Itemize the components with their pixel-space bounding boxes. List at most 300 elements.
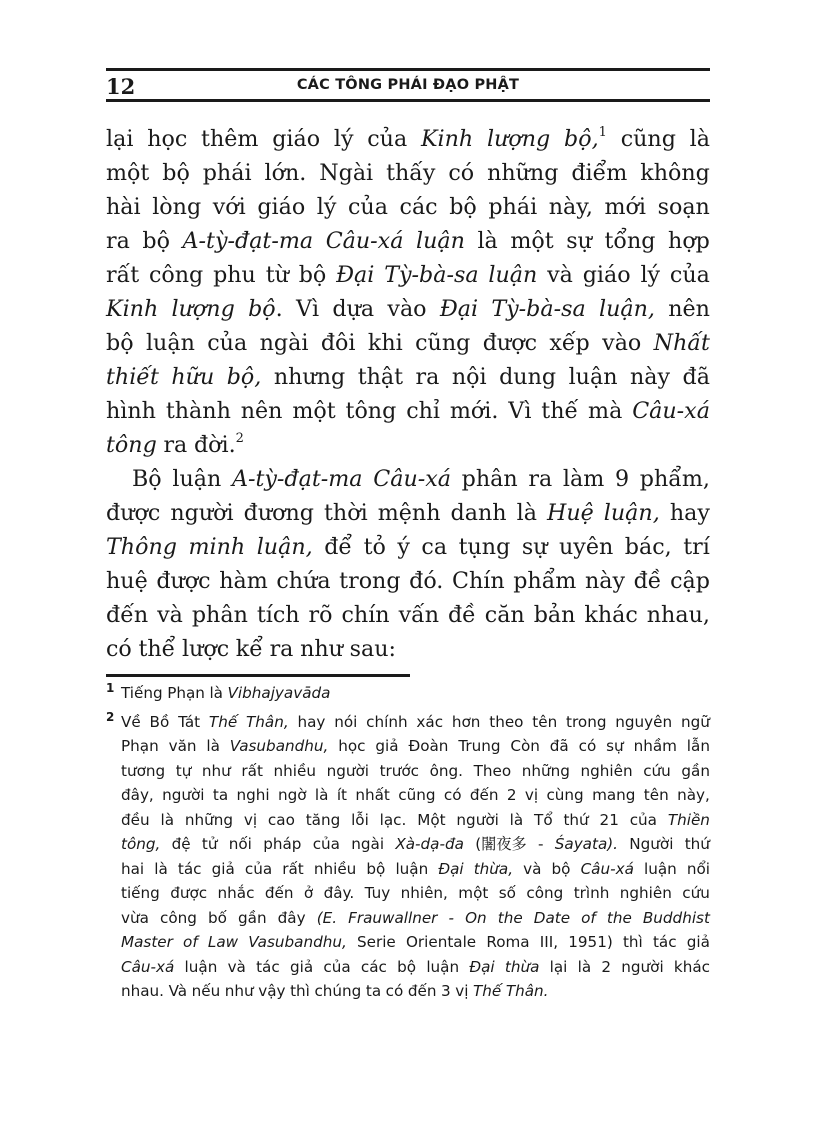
text: là bbox=[206, 737, 220, 755]
word bbox=[357, 930, 396, 955]
italic-text: Đại bbox=[439, 296, 479, 322]
word bbox=[549, 194, 593, 220]
word bbox=[474, 857, 513, 882]
text: sự bbox=[566, 228, 592, 254]
word-group bbox=[654, 326, 710, 360]
word bbox=[106, 500, 160, 526]
word bbox=[452, 364, 487, 390]
word-group bbox=[132, 462, 162, 496]
word-group bbox=[459, 530, 511, 564]
word bbox=[559, 534, 613, 560]
word bbox=[683, 534, 710, 560]
word-group bbox=[487, 156, 558, 190]
text: Phạn bbox=[121, 737, 159, 755]
word bbox=[653, 930, 677, 955]
word bbox=[218, 881, 255, 906]
text-line bbox=[106, 462, 710, 496]
text: để bbox=[324, 534, 353, 560]
word bbox=[138, 636, 175, 662]
text: Vì bbox=[508, 398, 532, 424]
word bbox=[154, 857, 168, 882]
word bbox=[227, 364, 262, 390]
word bbox=[106, 160, 149, 186]
word-group bbox=[451, 496, 507, 530]
word-group bbox=[276, 564, 330, 598]
italic-text: Đại bbox=[336, 262, 375, 288]
text: lớn. bbox=[264, 160, 307, 186]
text: lòng bbox=[152, 194, 202, 220]
text: đến bbox=[407, 982, 437, 1000]
text: vậy bbox=[258, 982, 286, 1000]
word-group bbox=[508, 394, 531, 428]
text: trong bbox=[339, 568, 401, 594]
italic-text: Law bbox=[207, 933, 239, 951]
word-group bbox=[604, 496, 660, 530]
text: số bbox=[498, 884, 516, 902]
word bbox=[668, 808, 710, 833]
word bbox=[172, 296, 235, 322]
word bbox=[319, 160, 373, 186]
word bbox=[534, 808, 553, 833]
word bbox=[534, 602, 576, 628]
word-group bbox=[583, 258, 631, 292]
word bbox=[681, 710, 710, 735]
text: nói bbox=[334, 712, 358, 731]
word bbox=[395, 857, 428, 882]
text: lại bbox=[549, 957, 568, 976]
word bbox=[668, 296, 710, 322]
text: ngữ bbox=[680, 712, 710, 731]
word-group bbox=[257, 598, 300, 632]
main-text bbox=[106, 122, 710, 666]
word bbox=[670, 262, 710, 288]
text: luận bbox=[426, 957, 460, 976]
text: nhắc bbox=[217, 884, 255, 902]
word-group bbox=[183, 224, 314, 258]
italic-text: A-tỳ-đạt-ma bbox=[231, 466, 363, 492]
word bbox=[654, 330, 710, 356]
word-group bbox=[324, 496, 368, 530]
word bbox=[644, 857, 677, 882]
word bbox=[257, 194, 305, 220]
text: như bbox=[201, 761, 231, 780]
word bbox=[601, 955, 611, 980]
word bbox=[209, 681, 223, 706]
text: bộ bbox=[551, 859, 571, 878]
word-group bbox=[569, 360, 618, 394]
word-group bbox=[172, 462, 221, 496]
word bbox=[630, 808, 657, 833]
text: tên bbox=[643, 786, 669, 804]
text: thì bbox=[622, 933, 643, 951]
word bbox=[643, 906, 710, 931]
word bbox=[505, 955, 540, 980]
text: học bbox=[147, 126, 188, 152]
word-group bbox=[106, 530, 177, 564]
word bbox=[121, 955, 174, 980]
word bbox=[264, 160, 306, 186]
text: không bbox=[640, 160, 710, 186]
word bbox=[150, 710, 170, 735]
word bbox=[416, 364, 440, 390]
text: đề bbox=[447, 602, 476, 628]
word bbox=[440, 296, 478, 322]
text-line bbox=[106, 428, 710, 462]
italic-text: Đại bbox=[438, 859, 464, 878]
text: gần bbox=[238, 908, 267, 927]
italic-text: lượng bbox=[487, 126, 551, 152]
text: một bbox=[292, 398, 336, 424]
word bbox=[668, 228, 710, 254]
word-group bbox=[317, 190, 337, 224]
text: này, bbox=[548, 194, 593, 220]
word-group bbox=[166, 394, 231, 428]
text: là bbox=[689, 126, 710, 152]
word bbox=[416, 710, 443, 735]
word bbox=[230, 734, 329, 759]
word-group bbox=[299, 258, 327, 292]
word bbox=[604, 228, 655, 254]
word bbox=[317, 906, 337, 931]
word bbox=[579, 734, 597, 759]
text: luận bbox=[395, 859, 429, 878]
word bbox=[121, 808, 150, 833]
word bbox=[327, 759, 369, 784]
italic-text: Huệ bbox=[546, 500, 594, 526]
word bbox=[581, 857, 634, 882]
word-group bbox=[147, 122, 187, 156]
text: Và bbox=[168, 982, 188, 1000]
word bbox=[366, 979, 381, 1004]
text: được bbox=[170, 884, 208, 902]
word bbox=[583, 262, 631, 288]
word bbox=[458, 734, 500, 759]
word bbox=[317, 194, 337, 220]
text: ngài bbox=[259, 330, 309, 356]
text: này bbox=[629, 364, 671, 390]
word bbox=[334, 710, 357, 735]
text: danh bbox=[450, 500, 507, 526]
italic-text: On bbox=[465, 908, 487, 927]
text: nhau. bbox=[121, 982, 165, 1000]
word bbox=[634, 568, 662, 594]
word bbox=[585, 568, 625, 594]
text: bộ bbox=[397, 957, 417, 976]
text: lý bbox=[316, 194, 337, 220]
text: trí bbox=[683, 534, 710, 560]
text: hài bbox=[106, 194, 141, 220]
word bbox=[170, 881, 207, 906]
word bbox=[324, 500, 368, 526]
text: nhau, bbox=[646, 602, 710, 628]
word-group bbox=[257, 530, 313, 564]
italic-text: Thế bbox=[473, 982, 502, 1000]
italic-text: Śayata). bbox=[554, 835, 619, 853]
word bbox=[121, 979, 164, 1004]
text: thành bbox=[165, 398, 231, 424]
word bbox=[162, 783, 204, 808]
word bbox=[643, 759, 671, 784]
word bbox=[313, 832, 340, 857]
text: mà bbox=[588, 398, 623, 424]
text: lại bbox=[106, 126, 134, 152]
word bbox=[397, 534, 410, 560]
word bbox=[323, 955, 350, 980]
word bbox=[106, 568, 148, 594]
word-group bbox=[106, 326, 134, 360]
footnote-reference: 2 bbox=[235, 430, 244, 446]
word bbox=[236, 636, 263, 662]
word bbox=[297, 710, 325, 735]
text: vấn bbox=[398, 602, 439, 628]
word bbox=[398, 783, 435, 808]
italic-text: (E. bbox=[316, 908, 338, 927]
word bbox=[338, 734, 365, 759]
text: được bbox=[482, 330, 537, 356]
word-group bbox=[488, 190, 537, 224]
word-group bbox=[106, 156, 149, 190]
word bbox=[450, 398, 499, 424]
footnote-line bbox=[121, 979, 710, 1004]
word bbox=[630, 364, 670, 390]
text: tác bbox=[652, 933, 677, 951]
word-group bbox=[547, 258, 573, 292]
word-group bbox=[397, 530, 410, 564]
word-group bbox=[409, 564, 443, 598]
text: cao bbox=[267, 810, 295, 829]
word bbox=[188, 534, 245, 560]
text: của bbox=[323, 957, 351, 976]
word-group bbox=[647, 598, 710, 632]
text: III, bbox=[539, 933, 559, 951]
italic-text: Vibhajyavāda bbox=[227, 684, 331, 702]
text: Trung bbox=[458, 737, 501, 755]
text: nhất bbox=[355, 786, 390, 804]
text: các bbox=[399, 194, 438, 220]
italic-text: Thân. bbox=[505, 982, 549, 1000]
text: bác, bbox=[624, 534, 672, 560]
word bbox=[106, 534, 177, 560]
text: ra bbox=[269, 636, 294, 662]
text-line bbox=[106, 190, 710, 224]
text: Tuy bbox=[364, 884, 391, 902]
word bbox=[499, 364, 556, 390]
text: làm bbox=[562, 466, 605, 492]
italic-text: Nhất bbox=[653, 330, 710, 356]
word-group bbox=[421, 530, 447, 564]
word bbox=[380, 759, 419, 784]
word bbox=[274, 759, 316, 784]
word bbox=[540, 930, 558, 955]
word-group bbox=[384, 258, 478, 292]
word bbox=[365, 881, 391, 906]
word-group bbox=[421, 122, 473, 156]
text: bộ bbox=[162, 160, 190, 186]
text: bố bbox=[208, 908, 227, 927]
text: bản bbox=[533, 602, 576, 628]
word bbox=[121, 710, 141, 735]
text: 9 bbox=[614, 466, 630, 492]
word bbox=[408, 734, 448, 759]
text: được bbox=[156, 568, 211, 594]
word bbox=[157, 602, 183, 628]
text: cũng bbox=[620, 126, 676, 152]
text: lạc. bbox=[379, 810, 407, 829]
word bbox=[441, 979, 451, 1004]
word-group bbox=[400, 190, 438, 224]
word bbox=[534, 906, 570, 931]
text: dựa bbox=[332, 296, 375, 322]
italic-text: luận, bbox=[598, 296, 655, 322]
text: như bbox=[224, 982, 254, 1000]
word-group bbox=[683, 360, 710, 394]
word bbox=[475, 832, 527, 857]
text: tổng bbox=[604, 228, 656, 254]
italic-text: A-tỳ-đạt-ma bbox=[182, 228, 314, 254]
italic-text: Câu-xá bbox=[632, 398, 710, 424]
word bbox=[341, 602, 389, 628]
word bbox=[474, 759, 512, 784]
italic-text: of bbox=[183, 933, 198, 951]
word bbox=[526, 881, 563, 906]
text: văn bbox=[168, 737, 197, 755]
text: Đoàn bbox=[408, 737, 449, 755]
text: (闍夜多 bbox=[475, 835, 527, 853]
text: và bbox=[227, 957, 246, 976]
text: đây. bbox=[323, 884, 355, 902]
text: Orientale bbox=[405, 933, 477, 951]
word bbox=[358, 364, 403, 390]
text: huệ bbox=[106, 568, 148, 594]
word-group bbox=[106, 292, 158, 326]
text: những bbox=[184, 810, 233, 829]
italic-text: Câu-xá bbox=[580, 859, 634, 878]
word bbox=[682, 881, 710, 906]
word-group bbox=[300, 632, 343, 666]
word bbox=[625, 534, 672, 560]
text: đến bbox=[106, 602, 149, 628]
text: đây bbox=[277, 908, 306, 927]
text-line bbox=[106, 564, 710, 598]
word-group bbox=[350, 632, 396, 666]
word bbox=[278, 906, 306, 931]
text: đến bbox=[264, 884, 294, 902]
word bbox=[290, 979, 310, 1004]
word-group bbox=[528, 462, 552, 496]
word bbox=[207, 330, 247, 356]
text: tương bbox=[121, 761, 166, 780]
word-group bbox=[207, 326, 247, 360]
text: thì bbox=[290, 982, 310, 1000]
word-group bbox=[170, 496, 233, 530]
text: ý bbox=[397, 534, 410, 560]
word bbox=[166, 398, 231, 424]
word bbox=[274, 364, 345, 390]
word bbox=[171, 364, 214, 390]
text: là bbox=[509, 810, 524, 829]
word bbox=[456, 808, 498, 833]
word bbox=[121, 881, 160, 906]
text: lỗi bbox=[351, 810, 369, 829]
text: đôi bbox=[320, 330, 356, 356]
text: nghiên bbox=[619, 884, 672, 902]
word bbox=[683, 364, 710, 390]
italic-text: tông, bbox=[121, 835, 161, 853]
word-group bbox=[625, 530, 672, 564]
text: là bbox=[209, 684, 223, 702]
word-group bbox=[321, 326, 356, 360]
text: bộ bbox=[298, 262, 327, 288]
text: rõ bbox=[308, 602, 333, 628]
word bbox=[523, 857, 541, 882]
text: lý bbox=[333, 126, 354, 152]
text: nhiều bbox=[313, 859, 357, 878]
word bbox=[375, 734, 398, 759]
text: rất bbox=[241, 761, 263, 780]
word bbox=[634, 734, 677, 759]
text: cùng bbox=[546, 786, 584, 804]
word-group bbox=[378, 496, 441, 530]
word bbox=[232, 466, 363, 492]
text: nhiều bbox=[273, 761, 316, 780]
word-group bbox=[386, 156, 435, 190]
word bbox=[364, 534, 386, 560]
word bbox=[550, 955, 568, 980]
text: theo bbox=[489, 712, 524, 731]
text: - bbox=[537, 835, 544, 853]
word bbox=[670, 500, 710, 526]
word bbox=[346, 398, 397, 424]
text: chúng bbox=[314, 982, 362, 1000]
word bbox=[417, 808, 445, 833]
text: ra bbox=[106, 228, 130, 254]
word bbox=[132, 466, 162, 492]
word-group bbox=[106, 190, 141, 224]
word-group bbox=[448, 598, 476, 632]
text: lý bbox=[640, 262, 661, 288]
word-group bbox=[142, 224, 170, 258]
footnotes bbox=[106, 681, 710, 1004]
word bbox=[568, 930, 613, 955]
word-group bbox=[549, 190, 593, 224]
italic-text: luận bbox=[415, 228, 465, 254]
word bbox=[569, 364, 618, 390]
word bbox=[367, 126, 407, 152]
text: vị bbox=[455, 982, 469, 1000]
word bbox=[257, 534, 313, 560]
word-group bbox=[182, 632, 229, 666]
text: luận bbox=[172, 466, 222, 492]
word bbox=[606, 734, 624, 759]
text: là bbox=[477, 228, 498, 254]
word bbox=[156, 568, 210, 594]
word bbox=[238, 906, 267, 931]
word bbox=[172, 832, 191, 857]
text: thật bbox=[357, 364, 404, 390]
word-group bbox=[274, 360, 345, 394]
word bbox=[452, 568, 505, 594]
word-group bbox=[517, 496, 537, 530]
word-group bbox=[260, 326, 309, 360]
footnote-line bbox=[121, 734, 710, 759]
word-group bbox=[106, 122, 133, 156]
word bbox=[426, 955, 459, 980]
word-group bbox=[106, 496, 160, 530]
word-group bbox=[201, 122, 258, 156]
footnote-mark: 1 bbox=[106, 681, 115, 695]
word bbox=[448, 160, 474, 186]
word-group bbox=[367, 122, 407, 156]
